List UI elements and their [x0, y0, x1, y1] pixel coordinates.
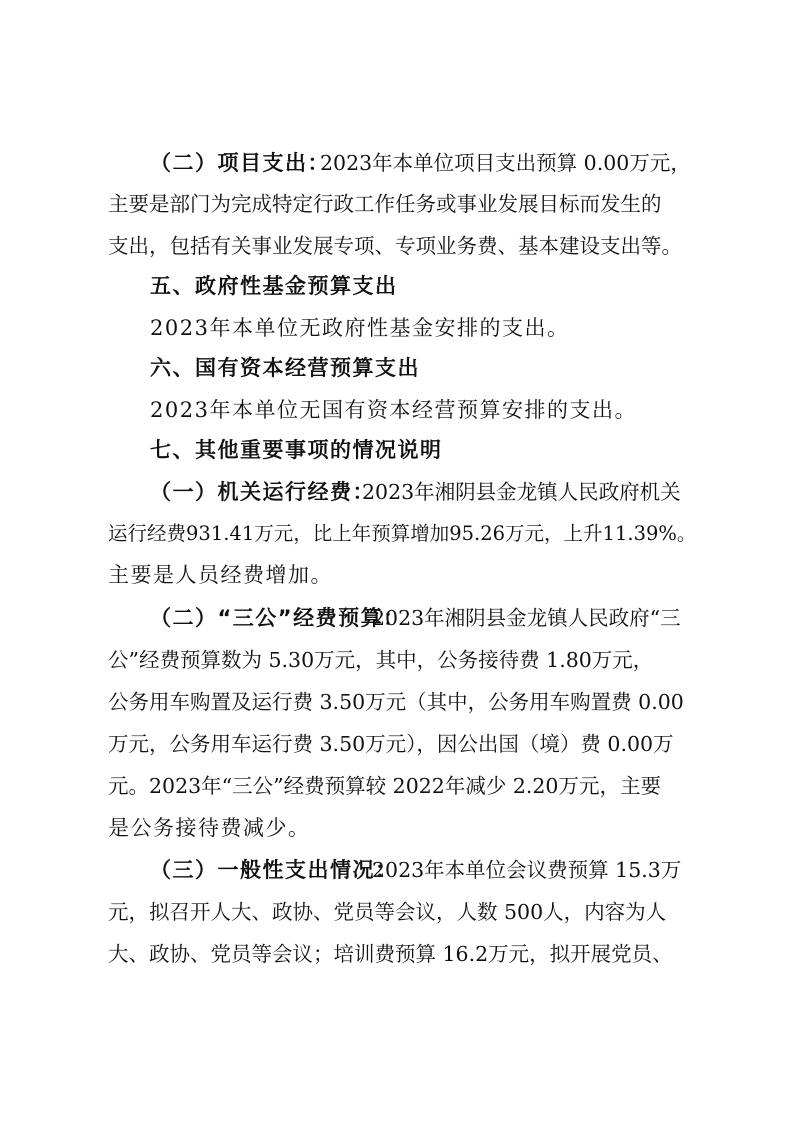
section-heading-other-matters: [0, 430, 793, 470]
paragraph-operating-expenses-line-2: [0, 514, 793, 554]
project-expenditure-text: 2023年本单位项目支出预算 0.00万元，: [320, 151, 691, 175]
paragraph-government-fund: [0, 308, 793, 348]
paragraph-general-expenditure-line-3: [0, 934, 793, 974]
heading-text: 七、其他重要事项的情况说明: [150, 438, 443, 462]
paragraph-project-expenditure-line-3: [0, 226, 793, 266]
paragraph-text: 运行经费931.41万元，比上年预算增加95.26万元，上升11.39%。: [108, 522, 697, 545]
section-heading-government-fund: [0, 266, 793, 306]
general-expenditure-label: （三）一般性支出情况：: [150, 858, 398, 882]
paragraph-three-public-line-1: [0, 598, 793, 638]
paragraph-general-expenditure-line-2: [0, 892, 793, 932]
paragraph-three-public-line-3: [0, 682, 793, 722]
three-public-label: （二）“三公”经费预算：: [150, 606, 406, 630]
project-expenditure-label: （二）项目支出：: [150, 151, 330, 175]
paragraph-text: 大、政协、党员等会议；培训费预算 16.2万元，拟开展党员、: [108, 942, 673, 966]
paragraph-text: 2023年湘阴县金龙镇人民政府“三: [372, 606, 681, 630]
paragraph-operating-expenses-line-1: [0, 472, 793, 512]
paragraph-text: 是公务接待费减少。: [108, 816, 311, 840]
paragraph-text: 公”经费预算数为 5.30万元，其中，公务接待费 1.80万元，: [108, 648, 654, 672]
paragraph-three-public-line-5: [0, 766, 793, 806]
paragraph-text: 2023年本单位无政府性基金安排的支出。: [150, 316, 570, 340]
paragraph-text: 元，拟召开人大、政协、党员等会议，人数 500人，内容为人: [108, 900, 667, 924]
heading-text: 五、政府性基金预算支出: [150, 274, 398, 298]
paragraph-three-public-line-4: [0, 724, 793, 764]
paragraph-state-capital: [0, 390, 793, 430]
paragraph-three-public-line-2: [0, 640, 793, 680]
section-heading-state-capital: [0, 348, 793, 388]
operating-expenses-label: （一）机关运行经费：: [150, 480, 375, 504]
paragraph-text: 万元，公务用车运行费 3.50万元），因公出国（境）费 0.00万: [108, 732, 674, 756]
paragraph-project-expenditure-line-2: [0, 184, 793, 224]
paragraph-three-public-line-6: [0, 808, 793, 848]
paragraph-text: 2023年本单位无国有资本经营预算安排的支出。: [150, 398, 637, 422]
paragraph-text: 2023年湘阴县金龙镇人民政府机关: [362, 480, 681, 504]
paragraph-text: 2023年本单位会议费预算 15.3万: [372, 858, 682, 882]
heading-text: 六、国有资本经营预算支出: [150, 356, 420, 380]
paragraph-project-expenditure-line-1: [0, 143, 793, 183]
paragraph-general-expenditure-line-1: [0, 850, 793, 890]
paragraph-text: 公务用车购置及运行费 3.50万元（其中，公务用车购置费 0.00: [108, 690, 684, 714]
paragraph-text: 元。2023年“三公”经费预算较 2022年减少 2.20万元，主要: [108, 774, 661, 798]
paragraph-text: 支出，包括有关事业发展专项、专项业务费、基本建设支出等。: [108, 234, 682, 258]
paragraph-text: 主要是人员经费增加。: [108, 563, 333, 587]
paragraph-text: 主要是部门为完成特定行政工作任务或事业发展目标而发生的: [108, 192, 662, 216]
paragraph-operating-expenses-line-3: [0, 555, 793, 595]
